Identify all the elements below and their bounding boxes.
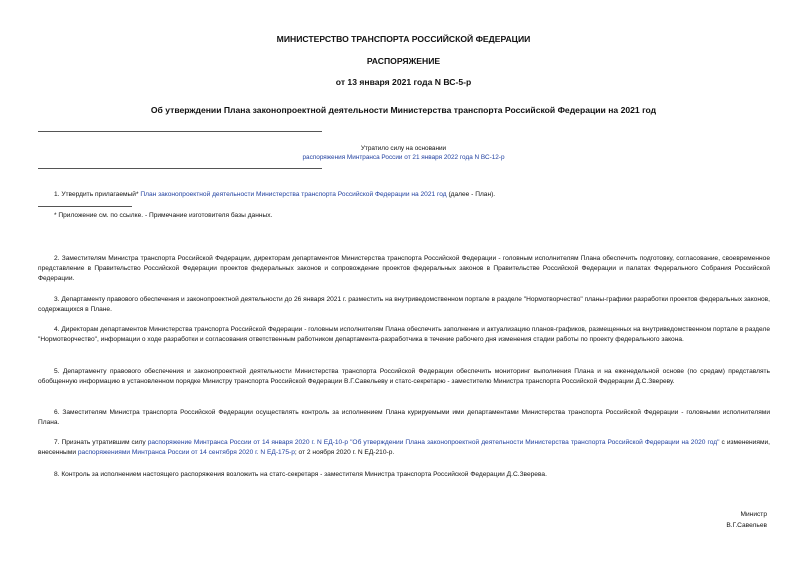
- ministry-heading: МИНИСТЕРСТВО ТРАНСПОРТА РОССИЙСКОЙ ФЕДЕРАЦИИ: [276, 34, 531, 44]
- footnote: * Приложение см. по ссылке. - Примечание изготовителя базы данных.: [54, 212, 273, 219]
- paragraph-7-text: 7. Признать утратившим силу: [54, 439, 148, 446]
- paragraph-1-text: 1. Утвердить прилагаемый*: [54, 191, 141, 198]
- paragraph-7-mid: с изменениями, внесенными: [38, 439, 770, 456]
- paragraph-7: [38, 438, 770, 458]
- paragraph-1: [38, 190, 770, 200]
- signature-position: Министр: [740, 511, 767, 518]
- separator-bottom: [38, 168, 322, 169]
- separator-top: [38, 131, 322, 132]
- status-note: Утратило силу на основании: [360, 145, 447, 152]
- paragraph-3: 3. Департаменту правового обеспечения и законопроектной деятельности до 26 января 2021 г. разместить на внутриведомственном портале в разделе "Нормотворчество" планы-графики разработки проектов федеральных законов, содержащихся в Плане.: [38, 296, 770, 313]
- document-date-number: от 13 января 2021 года N ВС-5-р: [335, 77, 472, 87]
- paragraph-7-tail: ; от 2 ноября 2020 г. N ЕД-210-р.: [294, 449, 395, 456]
- paragraph-5: 5. Департаменту правового обеспечения и законопроектной деятельности Министерства транспорта Российской Федерации обеспечить мониторинг выполнения Плана и на еженедельной основе (по средам) представлять обобщенную информацию в установленном порядке Министру транспорта Российской Федерации В.Г.Савельеву и статс-секретарю - заместителю Министра транспорта Российской Федерации Д.С.Звереву.: [38, 368, 770, 385]
- repeal-order-link[interactable]: распоряжения Минтранса России от 21 января 2022 года N ВС-12-р: [302, 154, 505, 161]
- signature-name: В.Г.Савельев: [726, 521, 767, 529]
- repealed-order-link[interactable]: распоряжение Минтранса России от 14 января 2020 г. N ЕД-10-р "Об утверждении Плана законопроектной деятельности Министерства транспорта Российской Федерации на 2020 год": [147, 439, 720, 446]
- paragraph-6: 6. Заместителям Министра транспорта Российской Федерации осуществлять контроль за исполнением Плана курируемыми ими департаментами Министерства транспорта Российской Федерации - головными исполнителями Плана.: [38, 409, 770, 426]
- paragraph-2: 2. Заместителям Министра транспорта Российской Федерации, директорам департаментов Министерства транспорта Российской Федерации - головным исполнителям Плана обеспечить подготовку, согласование, своевременное представление в Правительство Российской Федерации проектов федеральных законов и сопровождение проектов федеральных законов в Правительстве Российской Федерации и палатах Федерального Собрания Российской Федерации.: [38, 255, 770, 282]
- document-title: Об утверждении Плана законопроектной деятельности Министерства транспорта Российской Федерации на 2021 год: [150, 105, 657, 115]
- amending-orders-link[interactable]: распоряжениями Минтранса России от 14 сентября 2020 г. N ЕД-175-р: [77, 449, 295, 456]
- paragraph-4: 4. Директорам департаментов Министерства транспорта Российской Федерации - головным исполнителям Плана обеспечить заполнение и актуализацию планов-графиков, размещенных на внутриведомственном портале в разделе "Нормотворчество", информации о ходе разработки и согласования ответственным работником департамента-разработчика в течение рабочего дня изменения стадии работы по проекту федерального закона.: [38, 326, 770, 343]
- paragraph-1-tail: (далее - План).: [446, 191, 496, 198]
- footnote-separator: [38, 206, 132, 207]
- paragraph-8: 8. Контроль за исполнением настоящего распоряжения возложить на статс-секретаря - заместителя Министра транспорта Российской Федерации Д.С.Зверева.: [54, 471, 547, 478]
- plan-link[interactable]: План законопроектной деятельности Министерства транспорта Российской Федерации на 2021 год: [140, 191, 447, 198]
- document-type: РАСПОРЯЖЕНИЕ: [366, 56, 441, 66]
